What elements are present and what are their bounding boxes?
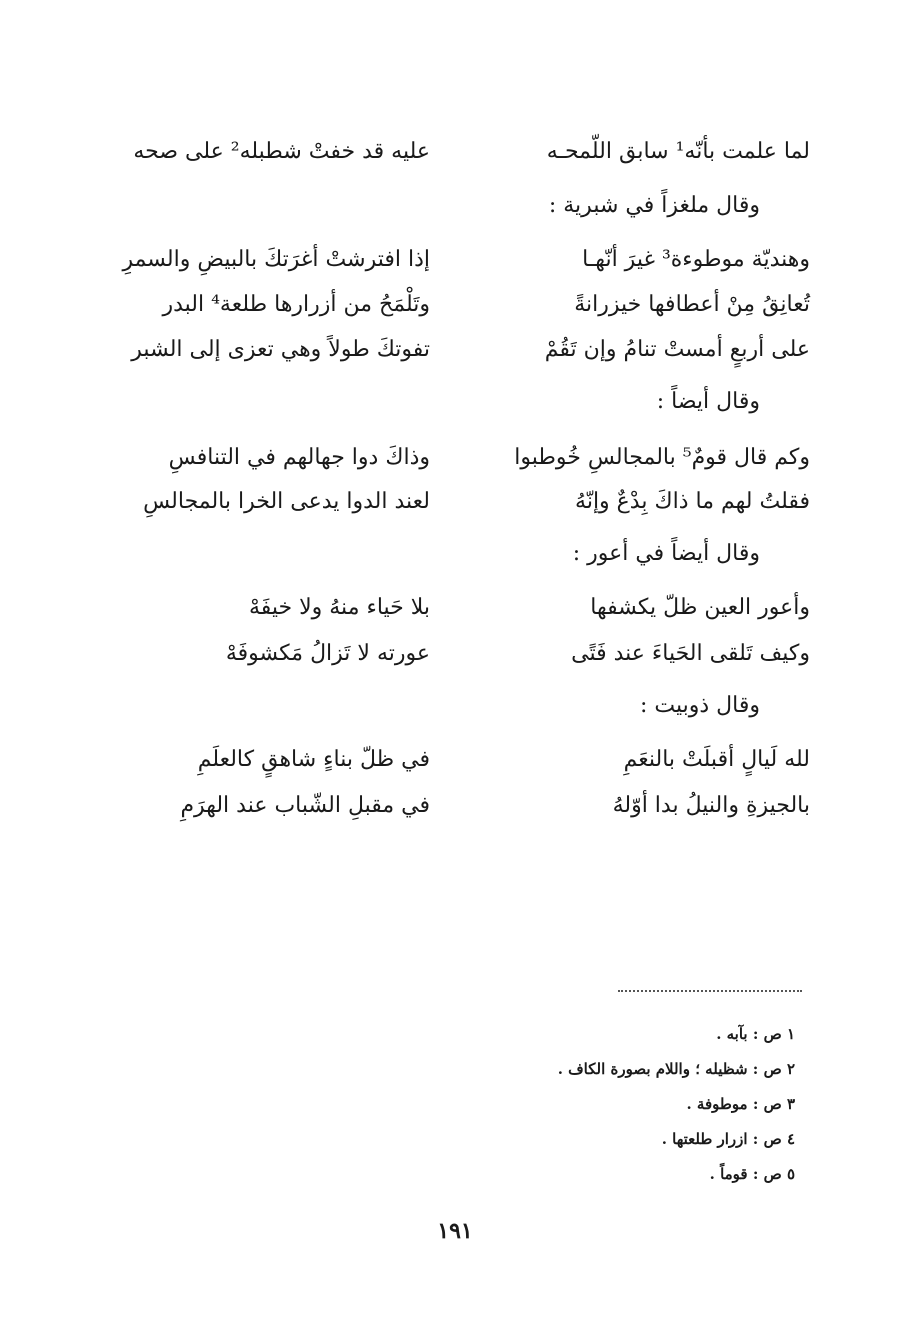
poem-heading: وقال أيضاً : bbox=[656, 389, 760, 414]
footnote: ١ ص : بآبه . bbox=[716, 1025, 795, 1043]
verse-second-hemistich: في مقبلِ الشّباب عند الهرَمِ bbox=[180, 793, 430, 818]
verse-first-hemistich: وكيف تَلقى الحَياءَ عند فَتًى bbox=[571, 641, 810, 666]
verse-first-hemistich: وهنديّة موطوءة³ غيرَ أنّهـا bbox=[582, 247, 810, 272]
poem-heading: وقال ملغزاً في شبرية : bbox=[548, 193, 760, 218]
verse-second-hemistich: عورته لا تَزالُ مَكشوفَهْ bbox=[225, 641, 430, 666]
verse-line bbox=[0, 285, 910, 325]
page-number: ١٩١ bbox=[437, 1218, 473, 1244]
verse-first-hemistich: وأعور العين ظلّ يكشفها bbox=[590, 595, 810, 620]
verse-second-hemistich: لعند الدوا يدعى الخرا بالمجالسِ bbox=[143, 489, 430, 514]
verse-first-hemistich: بالجيزةِ والنيلُ بدا أوّلهُ bbox=[612, 793, 810, 818]
verse-second-hemistich: تفوتكَ طولاً وهي تعزى إلى الشبر bbox=[131, 337, 430, 362]
poem-heading: وقال ذوبيت : bbox=[639, 693, 760, 718]
footnote: ٢ ص : شظيله ؛ واللام بصورة الكاف . bbox=[557, 1060, 795, 1078]
verse-line bbox=[0, 740, 910, 780]
verse-second-hemistich: وتَلْمَحُ من أزرارها طلعة⁴ البدر bbox=[162, 292, 430, 317]
verse-first-hemistich: لله لَيالٍ أقبلَتْ بالنعَمِ bbox=[623, 747, 810, 772]
verse-first-hemistich: تُعانِقُ مِنْ أعطافها خيزرانةً bbox=[574, 292, 810, 317]
verse-second-hemistich: عليه قد خفتْ شطبله² على صحه bbox=[133, 139, 430, 164]
verse-first-hemistich: لما علمت بأنّه¹ سابق اللّمحـه bbox=[546, 139, 810, 164]
verse-second-hemistich: إذا افترشتْ أغرَتكَ بالبيضِ والسمرِ bbox=[122, 247, 430, 272]
verse-line bbox=[0, 330, 910, 370]
footnote: ٥ ص : قوماً . bbox=[709, 1165, 795, 1183]
verse-first-hemistich: وكم قال قومٌ⁵ بالمجالسِ خُوطبوا bbox=[514, 445, 810, 470]
verse-line bbox=[0, 438, 910, 478]
verse-first-hemistich: فقلتُ لهم ما ذاكَ بِدْعٌ وإنّهُ bbox=[575, 489, 810, 514]
poem-heading: وقال أيضاً في أعور : bbox=[572, 541, 760, 566]
footnote: ٤ ص : ازرار طلعتها . bbox=[661, 1130, 795, 1148]
verse-second-hemistich: في ظلّ بناءٍ شاهقٍ كالعلَمِ bbox=[197, 747, 430, 772]
footnote: ٣ ص : موطوفة . bbox=[686, 1095, 795, 1113]
verse-line bbox=[0, 240, 910, 280]
footnote-separator bbox=[618, 990, 802, 992]
verse-line bbox=[0, 634, 910, 674]
verse-line bbox=[0, 482, 910, 522]
verse-line bbox=[0, 132, 910, 172]
verse-second-hemistich: بلا حَياء منهُ ولا خيفَهْ bbox=[248, 595, 430, 620]
verse-second-hemistich: وذاكَ دوا جهالهم في التنافسِ bbox=[168, 445, 430, 470]
verse-line bbox=[0, 786, 910, 826]
verse-first-hemistich: على أربعٍ أمستْ تنامُ وإن تَقُمْ bbox=[544, 337, 810, 362]
verse-line bbox=[0, 588, 910, 628]
